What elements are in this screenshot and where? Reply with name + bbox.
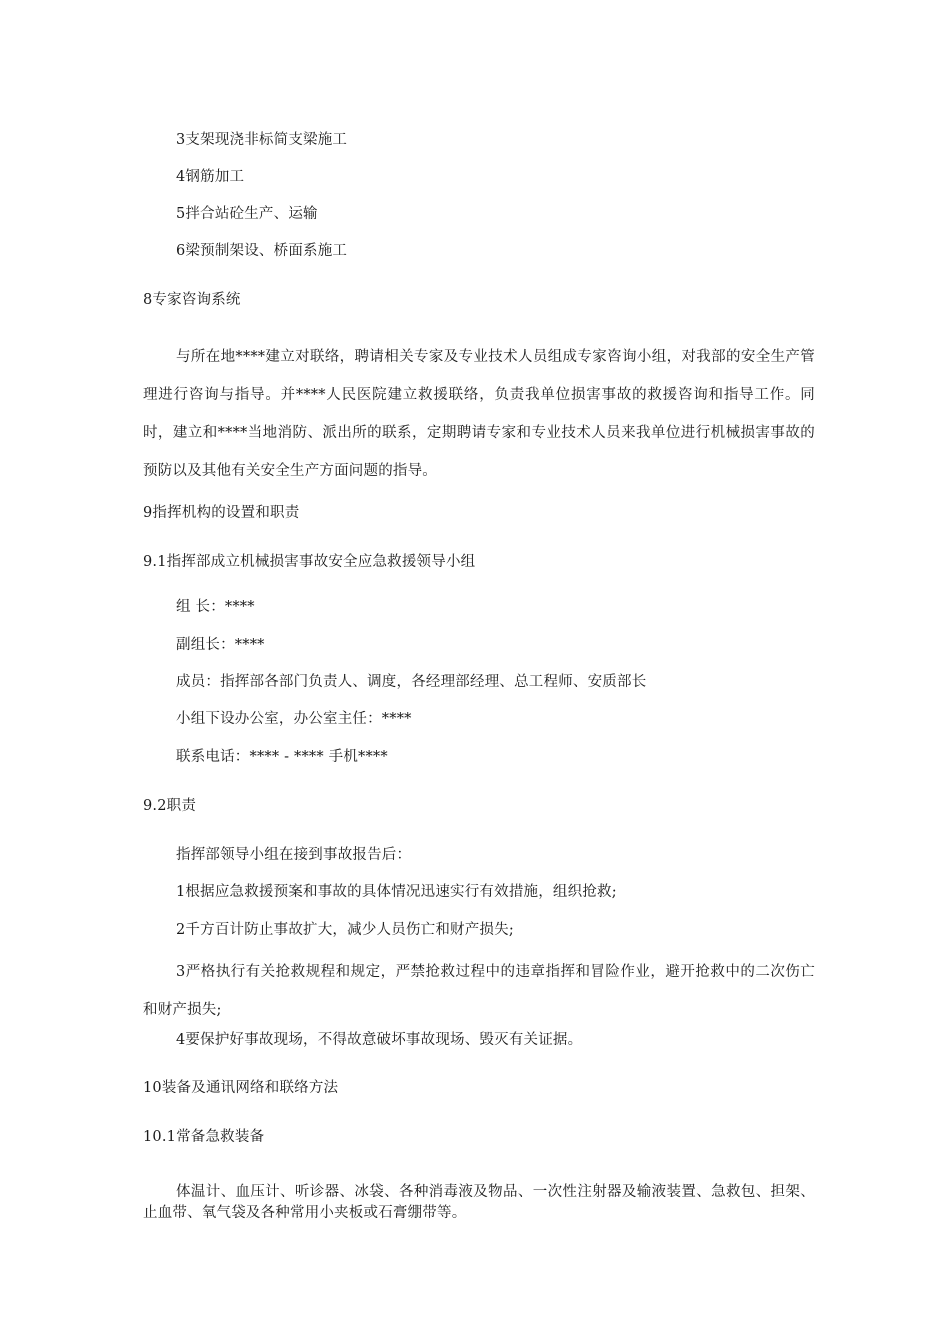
section-heading: 9指挥机构的设置和职责 xyxy=(143,505,300,521)
list-item: 4要保护好事故现场，不得故意破坏事故现场、毁灭有关证据。 xyxy=(176,1032,583,1048)
paragraph: 与所在地****建立对联络，聘请相关专家及专业技术人员组成专家咨询小组，对我部的安全生产管理进行咨询与指导。并****人民医院建立救援联络，负责我单位损害事故的救援咨询和指导工作。同时，建立和****当地消防、派出所的联系，定期聘请专家和专业技术人员来我单位进行机械损害事故的预防以及其他有关安全生产方面问题的指导。 xyxy=(143,349,815,479)
list-item: 4钢筋加工 xyxy=(176,169,245,185)
list-item: 2千方百计防止事故扩大，减少人员伤亡和财产损失; xyxy=(176,922,514,938)
phone-line: 联系电话：**** - **** 手机**** xyxy=(176,749,388,765)
section-heading: 8专家咨询系统 xyxy=(143,292,241,308)
office-line: 小组下设办公室，办公室主任：**** xyxy=(176,711,412,727)
deputy-line: 副组长：**** xyxy=(176,637,265,653)
subsection-heading: 9.1指挥部成立机械损害事故安全应急救援领导小组 xyxy=(143,554,476,570)
list-item: 1根据应急救援预案和事故的具体情况迅速实行有效措施，组织抢救; xyxy=(176,884,617,900)
list-item: 3支架现浇非标简支梁施工 xyxy=(176,132,348,148)
paragraph: 指挥部领导小组在接到事故报告后： xyxy=(176,847,412,863)
list-item: 6梁预制架设、桥面系施工 xyxy=(176,243,348,259)
members-line: 成员：指挥部各部门负责人、调度，各经理部经理、总工程师、安质部长 xyxy=(176,674,647,690)
list-item: 3严格执行有关抢救规程和规定，严禁抢救过程中的违章指挥和冒险作业，避开抢救中的二次伤亡和财产损失; xyxy=(143,964,815,1018)
section-heading: 10装备及通讯网络和联络方法 xyxy=(143,1080,339,1096)
subsection-heading: 9.2职责 xyxy=(143,798,197,814)
paragraph: 体温计、血压计、听诊器、冰袋、各种消毒液及物品、一次性注射器及输液装置、急救包、担架、止血带、氧气袋及各种常用小夹板或石膏绷带等。 xyxy=(143,1184,815,1221)
subsection-heading: 10.1常备急救装备 xyxy=(143,1129,265,1145)
leader-line: 组 长：**** xyxy=(176,599,255,615)
list-item: 5拌合站砼生产、运输 xyxy=(176,206,318,222)
